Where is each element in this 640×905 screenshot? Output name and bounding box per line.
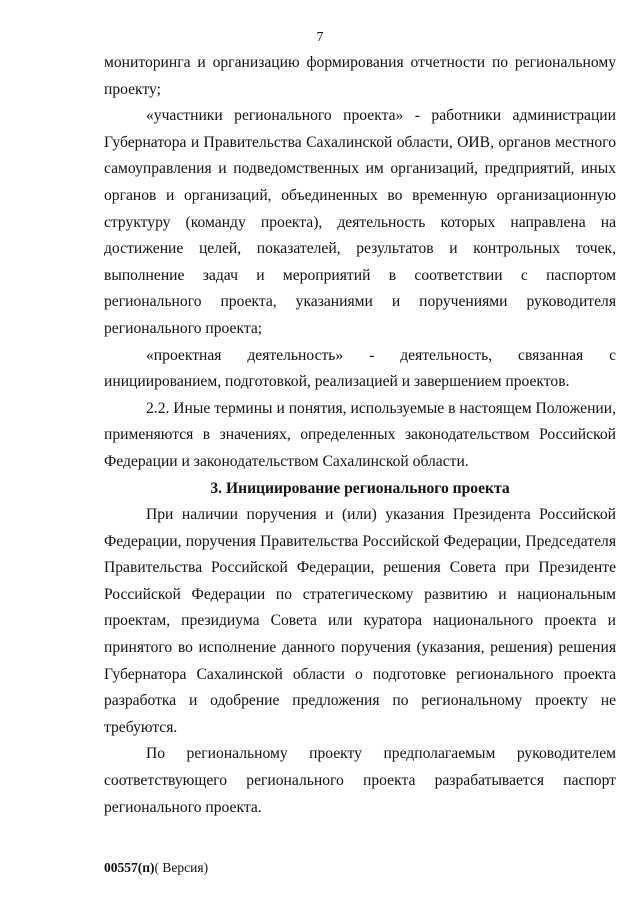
document-version: ( Версия) — [154, 860, 209, 875]
paragraph-terms: 2.2. Иные термины и понятия, используемые в настоящем Положении, применяются в значениях, определенных законодательством Российской Федерации и законодательством Сахалинской области. — [104, 399, 616, 470]
paragraph-project-participants: «участники регионального проекта» - работники администрации Губернатора и Правительства Сахалинской области, ОИВ, органов местного самоуправления и подведомственных им организаций, предприятий, иных органов и организаций, объединенных во временную организационную структуру (команду проекта), деятельность которых направлена на достижение целей, показателей, результатов и контрольных точек, выполнение задач и мероприятий в соответствии с паспортом регионального проекта, указаниями и поручениями руководителя регионального проекта; — [104, 107, 616, 337]
document-footer — [104, 860, 208, 876]
document-code: 00557(п) — [104, 860, 155, 875]
paragraph-project-activity: «проектная деятельность» - деятельность, связанная с инициированием, подготовкой, реализацией и завершением проектов. — [104, 346, 616, 391]
document-body — [104, 50, 616, 821]
paragraph-passport: По региональному проекту предполагаемым руководителем соответствующего регионального проекта разрабатывается паспорт регионального проекта. — [104, 745, 616, 816]
page-number: 7 — [316, 30, 324, 45]
section-heading: 3. Инициирование регионального проекта — [210, 479, 510, 497]
paragraph-initiation: При наличии поручения и (или) указания Президента Российской Федерации, поручения Правительства Российской Федерации, Председателя Правительства Российской Федерации, решения Совета при Президенте Российской Федерации по стратегическому развитию и национальным проектам, президиума Совета или куратора национального проекта и принятого во исполнение данного поручения (указания, решения) решения Губернатора Сахалинской области о подготовке регионального проекта разработка и одобрение предложения по региональному проекту не требуются. — [104, 506, 616, 736]
paragraph-monitoring: мониторинга и организацию формирования отчетности по региональному проекту; — [104, 54, 616, 98]
